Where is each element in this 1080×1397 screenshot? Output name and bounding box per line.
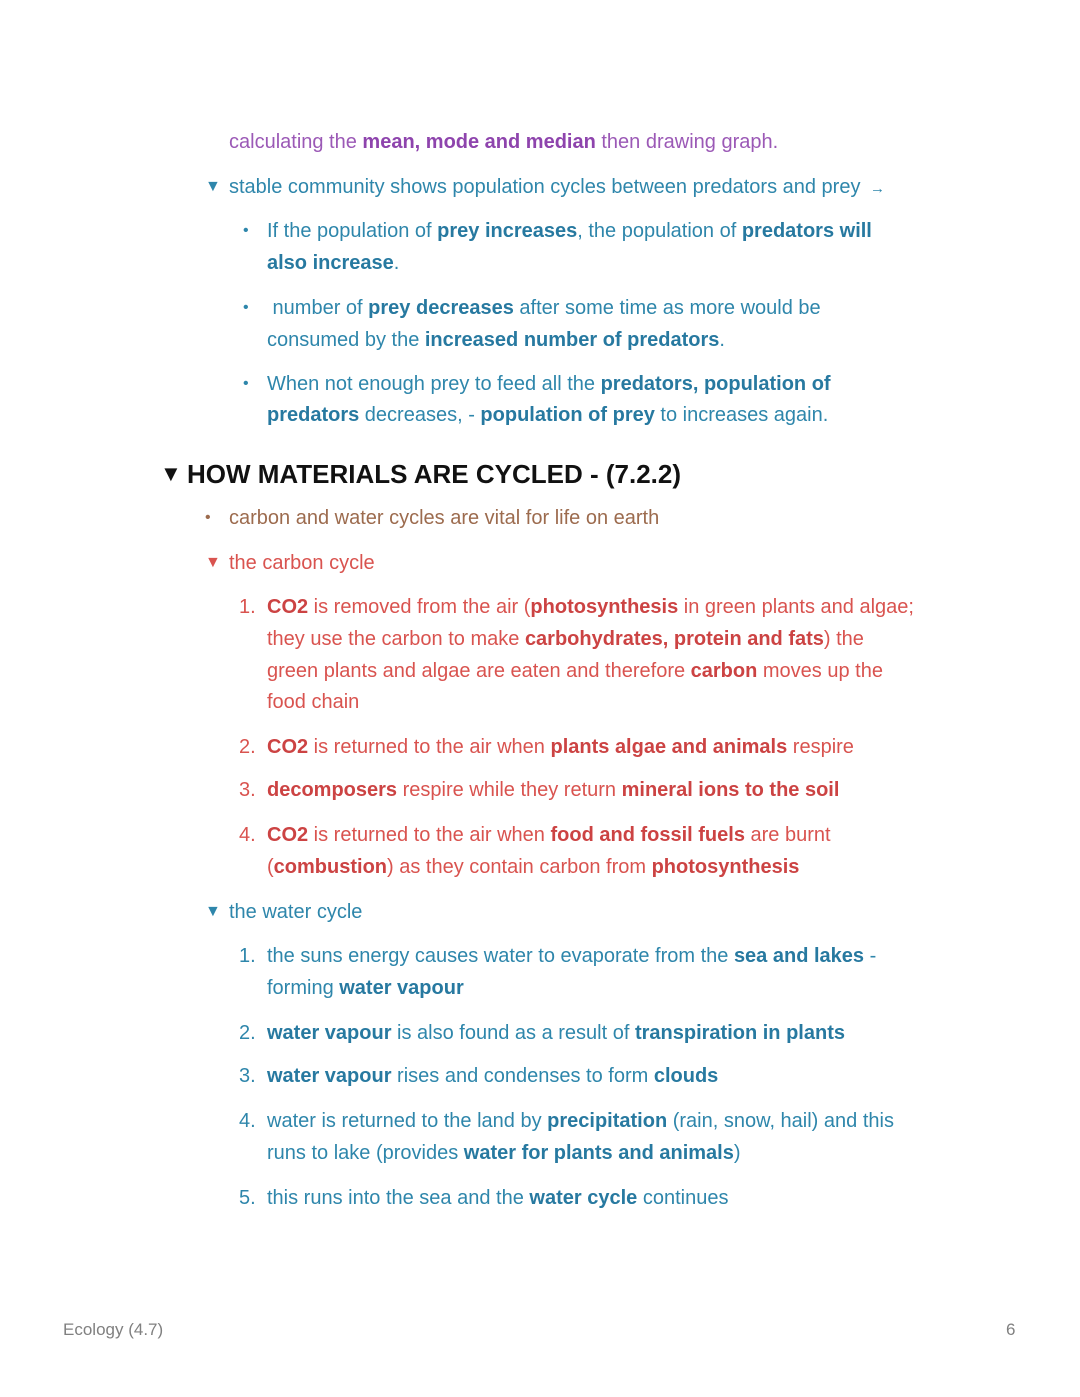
- list-item: [267, 819, 831, 851]
- text-run: (: [267, 856, 274, 878]
- text-run: are burnt: [744, 824, 831, 846]
- toggle-triangle-icon[interactable]: ▼: [205, 554, 221, 571]
- bold-run: CO2: [267, 736, 309, 758]
- section-heading[interactable]: HOW MATERIALS ARE CYCLED - (7.2.2): [187, 459, 682, 489]
- list-number: 1.: [239, 945, 256, 967]
- list-item: [267, 731, 854, 763]
- list-item: [267, 1017, 845, 1049]
- text-run: When not enough prey to feed all the: [267, 373, 601, 395]
- text-run: after some time as more would be: [513, 297, 821, 319]
- bold-run: population of prey: [480, 404, 655, 426]
- text-run: forming: [267, 977, 340, 999]
- bold-run: photosynthesis: [530, 596, 679, 618]
- bullet-icon: •: [243, 222, 249, 239]
- text-run: calculating the: [229, 131, 363, 153]
- text-run: is also found as a result of: [391, 1022, 635, 1044]
- water-cycle-toggle[interactable]: the water cycle: [229, 901, 363, 923]
- bold-run: photosynthesis: [651, 856, 800, 878]
- text-run: moves up the: [757, 660, 883, 682]
- text-run: they use the carbon to make: [267, 628, 525, 650]
- bold-run: water vapour: [267, 1065, 392, 1087]
- bold-run: predators will: [741, 220, 872, 242]
- bullet-icon: •: [205, 509, 211, 526]
- list-item: [267, 591, 914, 623]
- text-run: -: [864, 945, 877, 967]
- list-number: 2.: [239, 736, 256, 758]
- list-number: 3.: [239, 779, 256, 801]
- list-item: [267, 940, 876, 972]
- text-run: decreases, -: [359, 404, 481, 426]
- list-number: 5.: [239, 1187, 256, 1209]
- bold-run: predators: [267, 404, 360, 426]
- list-item-continuation: [267, 399, 828, 431]
- list-item: [267, 368, 831, 400]
- list-number: 1.: [239, 596, 256, 618]
- footer-title: Ecology (4.7): [63, 1320, 164, 1339]
- text-run: , the population of: [577, 220, 742, 242]
- list-item: [267, 774, 839, 806]
- list-item: carbon and water cycles are vital for life on earth: [229, 507, 660, 529]
- text-run: ) the: [823, 628, 864, 650]
- text-run: .: [393, 252, 400, 274]
- bold-run: decomposers: [267, 779, 398, 801]
- list-item-continuation: [267, 623, 864, 655]
- toggle-label: stable community shows population cycles between predators and prey: [229, 176, 861, 198]
- bold-run: carbon: [690, 660, 758, 682]
- page-number: 6: [1006, 1320, 1016, 1339]
- text-run: is removed from the air (: [308, 596, 531, 618]
- text-run: the suns energy causes water to evaporate from the: [267, 945, 734, 967]
- bold-run: water vapour: [267, 1022, 392, 1044]
- stable-community-toggle[interactable]: [229, 171, 885, 205]
- toggle-triangle-icon[interactable]: ▼: [205, 903, 221, 920]
- list-number: 4.: [239, 824, 256, 846]
- list-item-continuation: food chain: [267, 691, 360, 713]
- text-run: green plants and algae are eaten and therefore: [267, 660, 691, 682]
- text-run: ) as they contain carbon from: [387, 856, 652, 878]
- bold-run: mineral ions to the soil: [621, 779, 840, 801]
- text-run: respire while they return: [397, 779, 622, 801]
- text-run: runs to lake (provides: [267, 1142, 464, 1164]
- toggle-triangle-icon[interactable]: ▼: [205, 178, 221, 195]
- text-run: is returned to the air when: [308, 824, 551, 846]
- text-run: is returned to the air when: [308, 736, 551, 758]
- text-run: continues: [637, 1187, 729, 1209]
- bold-run: increased number of predators: [424, 329, 720, 351]
- text-run: ): [733, 1142, 741, 1164]
- text-run: water is returned to the land by: [267, 1110, 548, 1132]
- bold-run: predators, population of: [600, 373, 831, 395]
- text-run: then drawing graph.: [595, 131, 779, 153]
- bullet-icon: •: [243, 299, 249, 316]
- bold-run: water vapour: [339, 977, 464, 999]
- bold-run: prey decreases: [368, 297, 514, 319]
- bold-run: plants algae and animals: [550, 736, 788, 758]
- bold-run: water for plants and animals: [463, 1142, 734, 1164]
- list-item: [267, 292, 821, 324]
- list-item-continuation: [267, 972, 464, 1004]
- text-run: If the population of: [267, 220, 438, 242]
- bold-run: food and fossil fuels: [550, 824, 745, 846]
- bold-run: transpiration in plants: [634, 1022, 845, 1044]
- list-number: 4.: [239, 1110, 256, 1132]
- text-run: in green plants and algae;: [678, 596, 914, 618]
- bold-run: CO2: [267, 596, 309, 618]
- text-run: consumed by the: [267, 329, 425, 351]
- list-item-continuation: [267, 851, 799, 883]
- bold-run: mean, mode and median: [362, 131, 596, 153]
- text-run: rises and condenses to form: [391, 1065, 654, 1087]
- toggle-triangle-icon[interactable]: ▼: [160, 461, 182, 486]
- text-run: (rain, snow, hail) and this: [667, 1110, 894, 1132]
- bullet-icon: •: [243, 375, 249, 392]
- text-run: .: [719, 329, 725, 351]
- text-run: this runs into the sea and the: [267, 1187, 530, 1209]
- list-item: [267, 215, 872, 247]
- bold-run: combustion: [273, 856, 388, 878]
- intro-line: [229, 126, 778, 158]
- bold-run: also increase: [267, 252, 394, 274]
- bold-run: clouds: [653, 1065, 719, 1087]
- list-item-continuation: [267, 324, 725, 356]
- list-item-continuation: [267, 1137, 741, 1169]
- list-number: 3.: [239, 1065, 256, 1087]
- bold-run: sea and lakes: [733, 945, 865, 967]
- bold-run: CO2: [267, 824, 309, 846]
- text-run: respire: [787, 736, 854, 758]
- bold-run: water cycle: [529, 1187, 638, 1209]
- list-item-continuation: [267, 655, 883, 687]
- text-run: number of: [267, 297, 369, 319]
- bold-run: prey increases: [437, 220, 578, 242]
- carbon-cycle-toggle[interactable]: the carbon cycle: [229, 552, 375, 574]
- bold-run: precipitation: [547, 1110, 668, 1132]
- list-item: [267, 1182, 728, 1214]
- bold-run: carbohydrates, protein and fats: [524, 628, 824, 650]
- list-item: [267, 1105, 894, 1137]
- list-item-continuation: [267, 247, 399, 279]
- list-number: 2.: [239, 1022, 256, 1044]
- text-run: to increases again.: [654, 404, 829, 426]
- arrow-right-icon: →: [870, 180, 886, 197]
- list-item: [267, 1060, 718, 1092]
